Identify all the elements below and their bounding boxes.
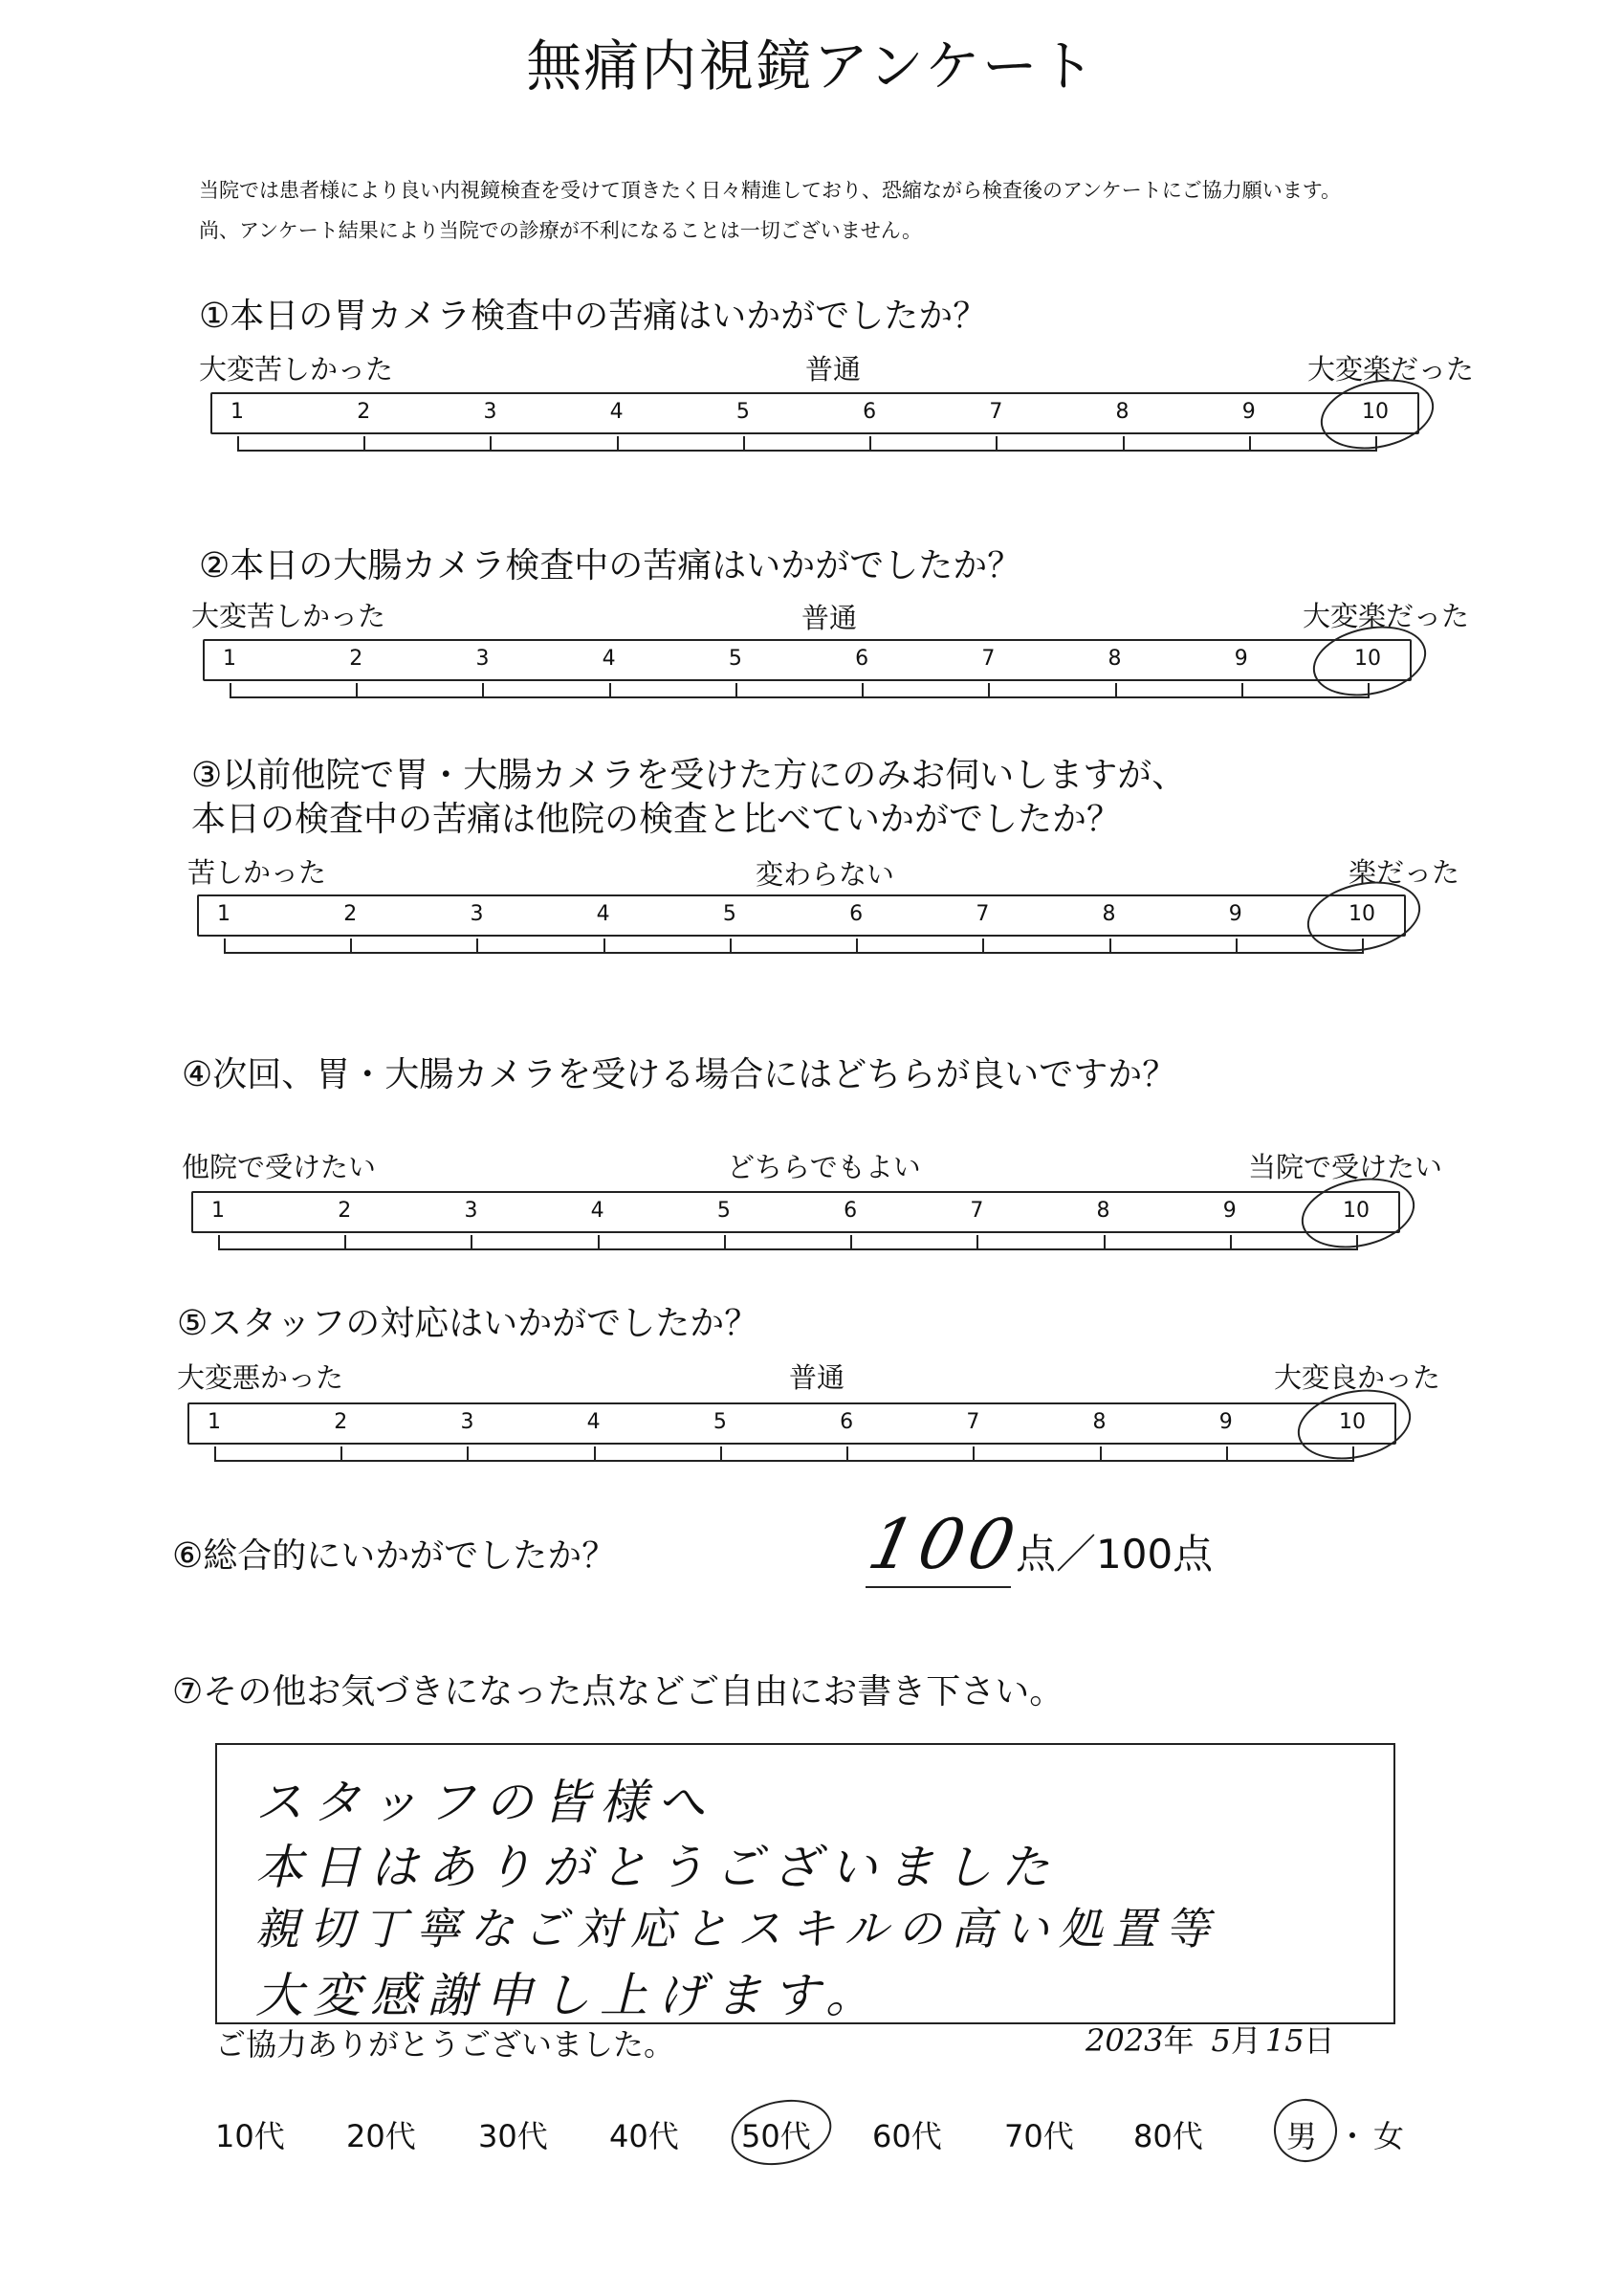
scale-box [197, 894, 1406, 937]
scale-number-2[interactable]: 2 [334, 1410, 348, 1434]
q2-right-label: 大変楽だった [1303, 600, 1470, 632]
scale-tick [856, 938, 858, 954]
scale-number-1[interactable]: 1 [211, 1199, 225, 1223]
scale-axis [237, 450, 1375, 452]
scale-box [203, 639, 1412, 681]
question-6-text: ⑥総合的にいかがでしたか？ [172, 1536, 617, 1576]
age-option-50s[interactable]: 50代 [741, 2118, 811, 2154]
age-option-20s[interactable]: 20代 [346, 2118, 416, 2154]
scale-tick [237, 436, 239, 452]
scale-number-7[interactable]: 7 [989, 400, 1003, 424]
scale-number-6[interactable]: 6 [840, 1410, 854, 1434]
scale-number-5[interactable]: 5 [722, 902, 736, 926]
question-2-text: ②本日の大腸カメラ検査中の苦痛はいかがでしたか？ [199, 546, 1022, 585]
scale-number-10[interactable]: 10 [1343, 1199, 1370, 1223]
scale-number-2[interactable]: 2 [349, 647, 363, 671]
comment-line-4: 大変感謝申し上げます。 [255, 1968, 883, 2023]
age-option-10s[interactable]: 10代 [215, 2118, 285, 2154]
scale-box [191, 1191, 1400, 1233]
age-option-30s[interactable]: 30代 [478, 2118, 548, 2154]
scale-tick [846, 1446, 848, 1462]
scale-tick [743, 436, 745, 452]
scale-number-10[interactable]: 10 [1362, 400, 1389, 424]
scale-number-1[interactable]: 1 [223, 647, 236, 671]
q2-left-label: 大変苦しかった [191, 600, 386, 632]
scale-tick [594, 1446, 596, 1462]
scale-number-8[interactable]: 8 [1108, 647, 1122, 671]
scale-tick [996, 436, 998, 452]
selected-age-circle [725, 2091, 837, 2175]
q5-left-label: 大変悪かった [177, 1361, 344, 1394]
scale-tick [1100, 1446, 1102, 1462]
age-option-40s[interactable]: 40代 [609, 2118, 679, 2154]
scale-tick [598, 1235, 600, 1250]
gender-option-male[interactable]: 男 [1286, 2118, 1318, 2154]
scale-tick [720, 1446, 722, 1462]
scale-tick [1236, 938, 1238, 954]
scale-tick [218, 1235, 220, 1250]
scale-number-10[interactable]: 10 [1354, 647, 1381, 671]
scale-tick [230, 683, 231, 698]
scale-tick [609, 683, 611, 698]
q4-right-label: 当院で受けたい [1248, 1151, 1443, 1183]
scale-number-6[interactable]: 6 [849, 902, 864, 926]
q3-right-label: 楽だった [1349, 856, 1460, 889]
scale-number-6[interactable]: 6 [855, 647, 869, 671]
scale-tick [476, 938, 478, 954]
scale-tick [482, 683, 484, 698]
scale-tick [862, 683, 864, 698]
scale-number-2[interactable]: 2 [357, 400, 371, 424]
scale-tick [1230, 1235, 1232, 1250]
scale-tick [1241, 683, 1243, 698]
scale-tick [490, 436, 492, 452]
scale-tick [973, 1446, 975, 1462]
q2-mid-label: 普通 [801, 602, 858, 634]
q1-right-label: 大変楽だった [1307, 353, 1475, 386]
scale-axis [214, 1460, 1352, 1462]
question-5-text: ⑤スタッフの対応はいかがでしたか？ [177, 1304, 759, 1343]
scale-number-10[interactable]: 10 [1349, 902, 1375, 926]
date-month: 5 [1211, 2022, 1231, 2059]
scale-tick [350, 938, 352, 954]
date-field [1086, 2017, 1335, 2061]
scale-tick [988, 683, 990, 698]
scale-tick [224, 938, 226, 954]
thanks-text: ご協力ありがとうございました。 [215, 2026, 675, 2063]
date-year: 2023 [1086, 2022, 1164, 2059]
intro-line-2: 尚、アンケート結果により当院での診療が不利になることは一切ございません。 [199, 219, 922, 242]
scale-number-9[interactable]: 9 [1218, 1410, 1233, 1434]
scale-tick [1123, 436, 1125, 452]
scale-tick [1115, 683, 1117, 698]
scale-number-3[interactable]: 3 [464, 1199, 478, 1223]
scale-number-3[interactable]: 3 [483, 400, 497, 424]
day-label: 日 [1304, 2022, 1335, 2059]
scale-number-9[interactable]: 9 [1234, 647, 1248, 671]
scale-tick [982, 938, 984, 954]
scale-number-5[interactable]: 5 [728, 647, 742, 671]
age-option-70s[interactable]: 70代 [1004, 2118, 1074, 2154]
scale-number-1[interactable]: 1 [208, 1410, 221, 1434]
scale-number-5[interactable]: 5 [713, 1410, 727, 1434]
gender-option-female[interactable]: 女 [1373, 2118, 1405, 2154]
intro-line-1: 当院では患者様により良い内視鏡検査を受けて頂きたく日々精進しており、恐縮ながら検査後のアンケートにご協力願います。 [199, 179, 1342, 202]
q4-mid-label: どちらでもよい [727, 1151, 921, 1183]
scale-number-7[interactable]: 7 [981, 647, 996, 671]
scale-number-4[interactable]: 4 [596, 902, 610, 926]
scale-number-9[interactable]: 9 [1241, 400, 1256, 424]
age-option-80s[interactable]: 80代 [1133, 2118, 1203, 2154]
scale-number-4[interactable]: 4 [609, 400, 624, 424]
q1-mid-label: 普通 [805, 353, 862, 386]
q5-right-label: 大変良かった [1274, 1361, 1441, 1394]
scale-number-1[interactable]: 1 [230, 400, 244, 424]
scale-number-8[interactable]: 8 [1096, 1199, 1110, 1223]
scale-tick [363, 436, 365, 452]
scale-number-7[interactable]: 7 [970, 1199, 984, 1223]
gender-separator: ・ [1337, 2118, 1369, 2154]
scale-number-7[interactable]: 7 [976, 902, 990, 926]
scale-number-2[interactable]: 2 [338, 1199, 352, 1223]
comment-line-3: 親切丁寧なご対応とスキルの高い処置等 [255, 1903, 1219, 1954]
scale-number-4[interactable]: 4 [586, 1410, 601, 1434]
score-suffix: 点／100点 [1016, 1531, 1214, 1578]
scale-tick [850, 1235, 852, 1250]
age-option-60s[interactable]: 60代 [872, 2118, 942, 2154]
scale-number-5[interactable]: 5 [735, 400, 750, 424]
month-label: 月 [1230, 2022, 1261, 2059]
q1-left-label: 大変苦しかった [199, 353, 394, 386]
scale-tick [1104, 1235, 1106, 1250]
scale-number-6[interactable]: 6 [863, 400, 877, 424]
question-3-text-2: 本日の検査中の苦痛は他院の検査と比べていかがでしたか？ [191, 800, 1122, 839]
total-score-handwritten: 100 [862, 1504, 1028, 1584]
q3-left-label: 苦しかった [187, 856, 327, 889]
scale-box [187, 1402, 1396, 1445]
scale-number-10[interactable]: 10 [1339, 1410, 1366, 1434]
scale-tick [1109, 938, 1111, 954]
scale-number-3[interactable]: 3 [475, 647, 490, 671]
scale-number-5[interactable]: 5 [716, 1199, 731, 1223]
scale-tick [471, 1235, 472, 1250]
scale-tick [617, 436, 619, 452]
question-1-text: ①本日の胃カメラ検査中の苦痛はいかがでしたか？ [199, 297, 988, 336]
scale-number-9[interactable]: 9 [1222, 1199, 1237, 1223]
scale-tick [976, 1235, 978, 1250]
scale-number-7[interactable]: 7 [966, 1410, 980, 1434]
scale-number-4[interactable]: 4 [590, 1199, 604, 1223]
free-comment-box[interactable] [215, 1743, 1395, 2024]
question-7-text: ⑦その他お気づきになった点などご自由にお書き下さい。 [172, 1672, 1064, 1711]
scale-tick [356, 683, 358, 698]
scale-number-8[interactable]: 8 [1102, 902, 1116, 926]
scale-tick [467, 1446, 469, 1462]
scale-number-3[interactable]: 3 [460, 1410, 474, 1434]
scale-tick [340, 1446, 342, 1462]
year-label: 年 [1163, 2022, 1195, 2059]
scale-axis [218, 1248, 1356, 1250]
scale-tick [735, 683, 737, 698]
score-underline [866, 1586, 1011, 1588]
page-title: 無痛内視鏡アンケート [526, 33, 1097, 99]
scale-number-8[interactable]: 8 [1092, 1410, 1107, 1434]
q5-mid-label: 普通 [789, 1361, 845, 1394]
question-4-text: ④次回、胃・大腸カメラを受ける場合にはどちらが良いですか？ [182, 1055, 1177, 1094]
date-day: 15 [1264, 2022, 1305, 2059]
scale-tick [344, 1235, 346, 1250]
scale-tick [1249, 436, 1251, 452]
scale-number-2[interactable]: 2 [343, 902, 358, 926]
scale-tick [730, 938, 732, 954]
scale-axis [224, 952, 1362, 954]
scale-tick [603, 938, 605, 954]
q3-mid-label: 変わらない [756, 858, 895, 891]
scale-number-1[interactable]: 1 [217, 902, 230, 926]
question-3-text: ③以前他院で胃・大腸カメラを受けた方にのみお伺いしますが、 [191, 756, 1187, 795]
scale-number-9[interactable]: 9 [1228, 902, 1242, 926]
scale-number-4[interactable]: 4 [602, 647, 616, 671]
selected-gender-circle [1268, 2093, 1343, 2168]
scale-tick [724, 1235, 726, 1250]
scale-number-3[interactable]: 3 [470, 902, 484, 926]
scale-number-8[interactable]: 8 [1115, 400, 1130, 424]
scale-number-6[interactable]: 6 [844, 1199, 858, 1223]
scale-tick [1226, 1446, 1228, 1462]
comment-line-1: スタッフの皆様へ [255, 1775, 714, 1830]
comment-line-2: 本日はありがとうございました [255, 1840, 1059, 1895]
scale-axis [230, 696, 1368, 698]
scale-tick [869, 436, 871, 452]
scale-box [210, 392, 1419, 434]
scale-tick [214, 1446, 216, 1462]
q4-left-label: 他院で受けたい [182, 1151, 377, 1183]
